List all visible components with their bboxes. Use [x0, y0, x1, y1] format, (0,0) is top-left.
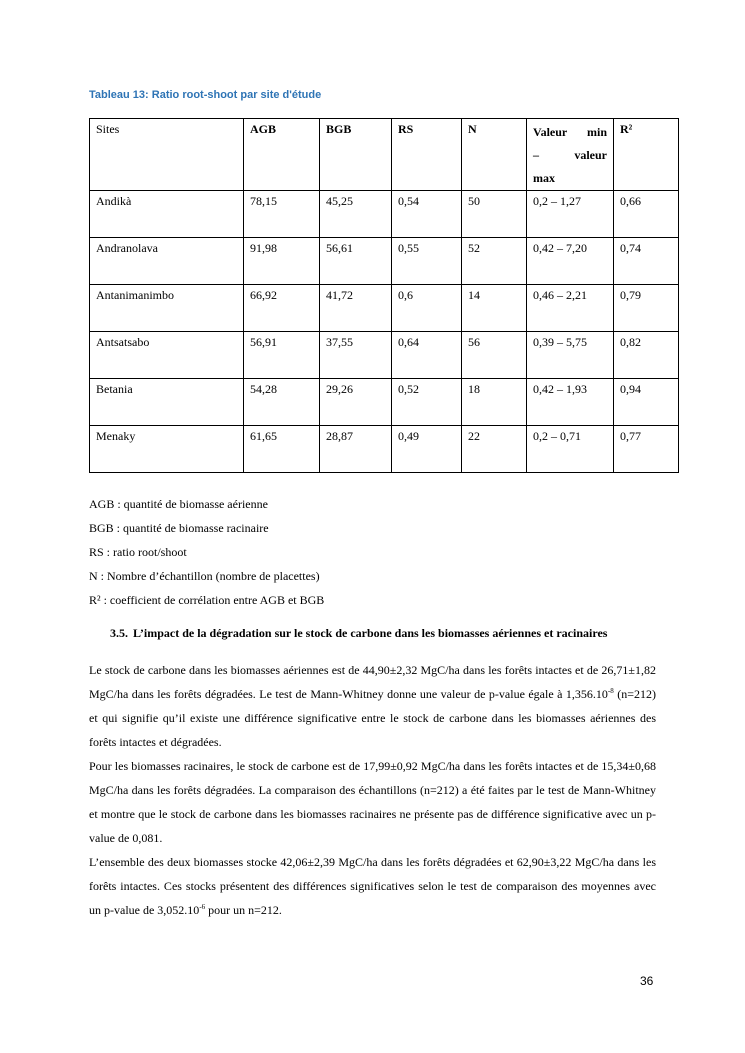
- header-range: [527, 119, 614, 191]
- cell-range: 0,46 – 2,21: [527, 285, 614, 332]
- paragraph-total-text-end: pour un n=212.: [205, 903, 282, 917]
- cell-site: Andranolava: [90, 238, 244, 285]
- cell-r2: 0,94: [614, 379, 679, 426]
- cell-rs: 0,6: [392, 285, 462, 332]
- definition-agb: AGB : quantité de biomasse aérienne: [89, 497, 268, 511]
- cell-site: Menaky: [90, 426, 244, 473]
- header-r2: R²: [614, 119, 679, 191]
- header-n: N: [462, 119, 527, 191]
- paragraph-total-text: L’ensemble des deux biomasses stocke 42,06±2,39 MgC/ha dans les forêts dégradées et 62,90±3,22 MgC/ha dans les forêts intactes. Ces stocks présentent des différences significatives selon le test de comparaison des moyennes avec un p-value de 3,052.10: [89, 855, 656, 917]
- header-agb: AGB: [244, 119, 320, 191]
- paragraph-aerial: [89, 658, 656, 754]
- table-row: [90, 191, 679, 238]
- cell-r2: 0,66: [614, 191, 679, 238]
- cell-site: Andikà: [90, 191, 244, 238]
- cell-n: 22: [462, 426, 527, 473]
- cell-agb: 66,92: [244, 285, 320, 332]
- paragraph-total: [89, 850, 656, 922]
- cell-r2: 0,74: [614, 238, 679, 285]
- table-row: [90, 238, 679, 285]
- cell-agb: 54,28: [244, 379, 320, 426]
- cell-agb: 91,98: [244, 238, 320, 285]
- definition-rs: RS : ratio root/shoot: [89, 545, 187, 559]
- cell-n: 50: [462, 191, 527, 238]
- section-number: 3.5.: [110, 626, 128, 640]
- cell-range: 0,42 – 1,93: [527, 379, 614, 426]
- header-range-line2: – valeur: [533, 148, 607, 162]
- cell-rs: 0,55: [392, 238, 462, 285]
- table-caption: Tableau 13: Ratio root-shoot par site d'étude: [89, 89, 322, 101]
- cell-range: 0,2 – 1,27: [527, 191, 614, 238]
- cell-range: 0,2 – 0,71: [527, 426, 614, 473]
- table-row: [90, 332, 679, 379]
- paragraph-root: Pour les biomasses racinaires, le stock de carbone est de 17,99±0,92 MgC/ha dans les forêts intactes et de 15,34±0,68 MgC/ha dans les forêts dégradées. La comparaison des échantillons (n=212) a été faites par le test de Mann-Whitney et montre que le stock de carbone dans les biomasses racinaires ne présente pas de différence significative avec un p-value de 0,081.: [89, 759, 656, 845]
- cell-site: Betania: [90, 379, 244, 426]
- body-text: [89, 658, 656, 922]
- cell-site: Antsatsabo: [90, 332, 244, 379]
- section-title-text: L’impact de la dégradation sur le stock de carbone dans les biomasses aériennes et racinaires: [133, 626, 608, 640]
- cell-agb: 61,65: [244, 426, 320, 473]
- cell-rs: 0,54: [392, 191, 462, 238]
- cell-agb: 56,91: [244, 332, 320, 379]
- cell-bgb: 37,55: [320, 332, 392, 379]
- paragraph-aerial-text-end: (n=212) et qui signifie qu’il existe une différence significative entre le stock de carbone dans les biomasses aériennes des forêts intactes et dégradées.: [89, 687, 656, 749]
- exponent: -6: [199, 903, 206, 911]
- cell-bgb: 45,25: [320, 191, 392, 238]
- cell-r2: 0,79: [614, 285, 679, 332]
- cell-rs: 0,49: [392, 426, 462, 473]
- table-header-row: [90, 119, 679, 191]
- definition-bgb: BGB : quantité de biomasse racinaire: [89, 521, 269, 535]
- cell-n: 56: [462, 332, 527, 379]
- header-range-line1: Valeur min: [533, 125, 607, 139]
- cell-r2: 0,82: [614, 332, 679, 379]
- section-heading: [110, 625, 656, 641]
- cell-n: 52: [462, 238, 527, 285]
- table-row: [90, 379, 679, 426]
- cell-range: 0,42 – 7,20: [527, 238, 614, 285]
- cell-bgb: 28,87: [320, 426, 392, 473]
- table-row: [90, 426, 679, 473]
- cell-rs: 0,52: [392, 379, 462, 426]
- root-shoot-table: [89, 118, 679, 473]
- cell-range: 0,39 – 5,75: [527, 332, 614, 379]
- cell-bgb: 29,26: [320, 379, 392, 426]
- header-sites: Sites: [90, 119, 244, 191]
- table-row: [90, 285, 679, 332]
- cell-bgb: 41,72: [320, 285, 392, 332]
- definition-r2: R² : coefficient de corrélation entre AGB et BGB: [89, 593, 325, 607]
- cell-n: 14: [462, 285, 527, 332]
- cell-bgb: 56,61: [320, 238, 392, 285]
- abbreviation-definitions: [89, 492, 324, 612]
- cell-n: 18: [462, 379, 527, 426]
- exponent: -8: [607, 687, 614, 695]
- definition-n: N : Nombre d’échantillon (nombre de placettes): [89, 569, 320, 583]
- header-bgb: BGB: [320, 119, 392, 191]
- cell-agb: 78,15: [244, 191, 320, 238]
- cell-rs: 0,64: [392, 332, 462, 379]
- header-range-line3: max: [533, 171, 555, 185]
- cell-site: Antanimanimbo: [90, 285, 244, 332]
- paragraph-aerial-text: Le stock de carbone dans les biomasses aériennes est de 44,90±2,32 MgC/ha dans les forêts intactes et de 26,71±1,82 MgC/ha dans les forêts dégradées. Le test de Mann-Whitney donne une valeur de p-value égale à 1,356.10: [89, 663, 656, 701]
- header-rs: RS: [392, 119, 462, 191]
- cell-r2: 0,77: [614, 426, 679, 473]
- page-number: 36: [640, 974, 654, 988]
